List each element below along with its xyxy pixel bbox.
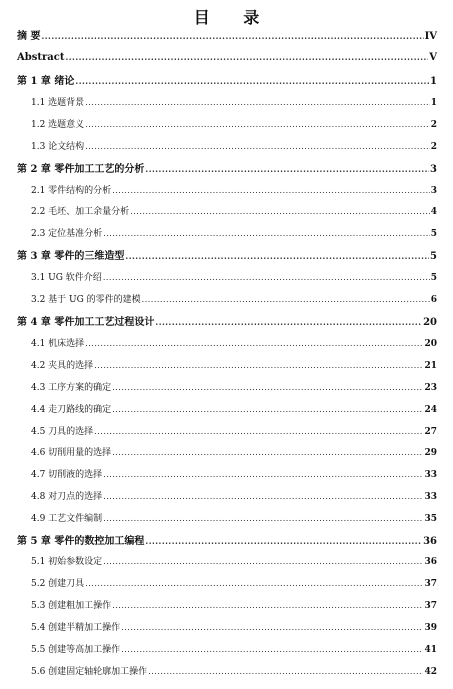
toc-section-entry[interactable] bbox=[31, 96, 437, 110]
toc-section-entry[interactable] bbox=[31, 577, 437, 591]
toc-entry-label: 5.6 创建固定轴轮廓加工操作 bbox=[31, 667, 148, 677]
toc-entry-label: 5.5 创建等高加工操作 bbox=[31, 645, 121, 655]
toc-page-number: 5 bbox=[430, 273, 437, 283]
toc-page-number: 2 bbox=[430, 120, 437, 130]
toc-page-number: 36 bbox=[423, 536, 437, 547]
toc-entry-label: 2.2 毛坯、加工余量分析 bbox=[31, 207, 130, 217]
toc-section-entry[interactable] bbox=[31, 184, 437, 198]
toc-page-number: 2 bbox=[430, 142, 437, 152]
toc-dot-leader bbox=[121, 621, 423, 635]
toc-entry-label: 4.3 工序方案的确定 bbox=[31, 383, 112, 393]
toc-page-number: 42 bbox=[424, 667, 437, 677]
toc-page-number: 41 bbox=[424, 645, 437, 655]
toc-chapter-entry[interactable] bbox=[17, 249, 437, 263]
toc-page-number: 4 bbox=[430, 207, 437, 217]
toc-chapter-entry[interactable] bbox=[17, 534, 437, 548]
toc-dot-leader bbox=[112, 381, 423, 395]
toc-entry-label: 5.1 初始参数设定 bbox=[31, 557, 103, 567]
toc-entry-label: 摘 要 bbox=[17, 31, 41, 42]
toc-dot-leader bbox=[94, 359, 423, 373]
toc-dot-leader bbox=[41, 29, 423, 43]
toc-dot-leader bbox=[112, 446, 423, 460]
toc-entry-label: 第 5 章 零件的数控加工编程 bbox=[17, 536, 145, 547]
toc-dot-leader bbox=[85, 118, 430, 132]
toc-entry-label: 4.8 对刀点的选择 bbox=[31, 492, 103, 502]
toc-dot-leader bbox=[121, 643, 423, 657]
toc-page-number: 3 bbox=[430, 186, 437, 196]
toc-entry-label: 2.3 定位基准分析 bbox=[31, 229, 103, 239]
toc-dot-leader bbox=[75, 74, 429, 88]
toc-dot-leader bbox=[145, 534, 422, 548]
toc-entry-label: 5.2 创建刀具 bbox=[31, 579, 85, 589]
toc-section-entry[interactable] bbox=[31, 381, 437, 395]
toc-section-entry[interactable] bbox=[31, 205, 437, 219]
toc-page-number: 33 bbox=[424, 470, 437, 480]
toc-page-number: 1 bbox=[430, 76, 437, 87]
toc-dot-leader bbox=[85, 337, 423, 351]
toc-title: 目 录 bbox=[193, 8, 274, 27]
toc-section-entry[interactable] bbox=[31, 271, 437, 285]
toc-chapter-entry[interactable] bbox=[17, 29, 437, 43]
toc-entry-label: 4.9 工艺文件编制 bbox=[31, 514, 103, 524]
toc-entry-label: 1.1 选题背景 bbox=[31, 98, 85, 108]
toc-dot-leader bbox=[85, 140, 430, 154]
toc-dot-leader bbox=[130, 205, 430, 219]
toc-section-entry[interactable] bbox=[31, 118, 437, 132]
toc-dot-leader bbox=[103, 512, 423, 526]
toc-dot-leader bbox=[103, 490, 423, 504]
toc-section-entry[interactable] bbox=[31, 621, 437, 635]
toc-section-entry[interactable] bbox=[31, 599, 437, 613]
toc-page-number: 39 bbox=[424, 623, 437, 633]
toc-dot-leader bbox=[103, 271, 430, 285]
toc-entry-label: 4.5 刀具的选择 bbox=[31, 427, 94, 437]
toc-page-number: 5 bbox=[430, 229, 437, 239]
toc-dot-leader bbox=[103, 555, 423, 569]
toc-section-entry[interactable] bbox=[31, 403, 437, 417]
toc-page-number: 29 bbox=[424, 448, 437, 458]
toc-page-number: 20 bbox=[423, 317, 437, 328]
toc-section-entry[interactable] bbox=[31, 643, 437, 657]
toc-dot-leader bbox=[112, 599, 423, 613]
toc-chapter-entry[interactable] bbox=[17, 315, 437, 329]
toc-entry-label: 第 1 章 绪论 bbox=[17, 76, 75, 87]
toc-section-entry[interactable] bbox=[31, 359, 437, 373]
toc-entry-label: 4.6 切削用量的选择 bbox=[31, 448, 112, 458]
toc-entry-label: 5.3 创建粗加工操作 bbox=[31, 601, 112, 611]
toc-page-number: V bbox=[429, 52, 437, 63]
toc-page-number: 37 bbox=[424, 601, 437, 611]
toc-dot-leader bbox=[85, 96, 430, 110]
toc-section-entry[interactable] bbox=[31, 227, 437, 241]
toc-section-entry[interactable] bbox=[31, 337, 437, 351]
toc-section-entry[interactable] bbox=[31, 446, 437, 460]
toc-section-entry[interactable] bbox=[31, 293, 437, 307]
toc-entry-label: 1.2 选题意义 bbox=[31, 120, 85, 130]
toc-page-number: 3 bbox=[430, 164, 437, 175]
toc-page-number: 20 bbox=[424, 339, 437, 349]
toc-section-entry[interactable] bbox=[31, 512, 437, 526]
toc-dot-leader bbox=[148, 665, 423, 679]
toc-dot-leader bbox=[155, 315, 422, 329]
toc-dot-leader bbox=[94, 425, 423, 439]
toc-chapter-entry[interactable] bbox=[17, 50, 437, 64]
toc-dot-leader bbox=[142, 293, 430, 307]
toc-dot-leader bbox=[85, 577, 423, 591]
toc-page-number: IV bbox=[424, 31, 437, 42]
toc-section-entry[interactable] bbox=[31, 140, 437, 154]
toc-page-number: 6 bbox=[430, 295, 437, 305]
toc-dot-leader bbox=[103, 468, 423, 482]
toc-entry-label: 1.3 论文结构 bbox=[31, 142, 85, 152]
toc-page-number: 36 bbox=[424, 557, 437, 567]
toc-entry-label: 2.1 零件结构的分析 bbox=[31, 186, 112, 196]
toc-entry-label: 4.2 夹具的选择 bbox=[31, 361, 94, 371]
toc-dot-leader bbox=[112, 184, 430, 198]
toc-dot-leader bbox=[112, 403, 423, 417]
toc-entry-label: 第 2 章 零件加工工艺的分析 bbox=[17, 164, 145, 175]
toc-entry-label: Abstract bbox=[17, 52, 65, 63]
toc-section-entry[interactable] bbox=[31, 555, 437, 569]
toc-page-number: 24 bbox=[424, 405, 437, 415]
toc-entry-label: 3.2 基于 UG 的零件的建模 bbox=[31, 295, 141, 305]
toc-dot-leader bbox=[103, 227, 430, 241]
toc-section-entry[interactable] bbox=[31, 490, 437, 504]
toc-entry-label: 4.7 切削液的选择 bbox=[31, 470, 103, 480]
toc-dot-leader bbox=[125, 249, 429, 263]
toc-page-number: 21 bbox=[424, 361, 437, 371]
toc-section-entry[interactable] bbox=[31, 425, 437, 439]
toc-page-number: 37 bbox=[424, 579, 437, 589]
toc-page-number: 23 bbox=[424, 383, 437, 393]
toc-page-number: 27 bbox=[424, 427, 437, 437]
toc-entry-label: 4.4 走刀路线的确定 bbox=[31, 405, 112, 415]
toc-page-number: 5 bbox=[430, 251, 437, 262]
toc-section-entry[interactable] bbox=[31, 468, 437, 482]
toc-page-number: 1 bbox=[430, 98, 437, 108]
toc-chapter-entry[interactable] bbox=[17, 162, 437, 176]
toc-page-number: 33 bbox=[424, 492, 437, 502]
toc-dot-leader bbox=[65, 50, 428, 64]
toc-entry-label: 4.1 机床选择 bbox=[31, 339, 85, 349]
toc-section-entry[interactable] bbox=[31, 665, 437, 679]
toc-page-number: 35 bbox=[424, 514, 437, 524]
toc-entry-label: 3.1 UG 软件介绍 bbox=[31, 273, 102, 283]
toc-dot-leader bbox=[145, 162, 429, 176]
toc-entry-label: 第 3 章 零件的三维造型 bbox=[17, 251, 125, 262]
toc-chapter-entry[interactable] bbox=[17, 74, 437, 88]
toc-entry-label: 第 4 章 零件加工工艺过程设计 bbox=[17, 317, 155, 328]
toc-entry-label: 5.4 创建半精加工操作 bbox=[31, 623, 121, 633]
